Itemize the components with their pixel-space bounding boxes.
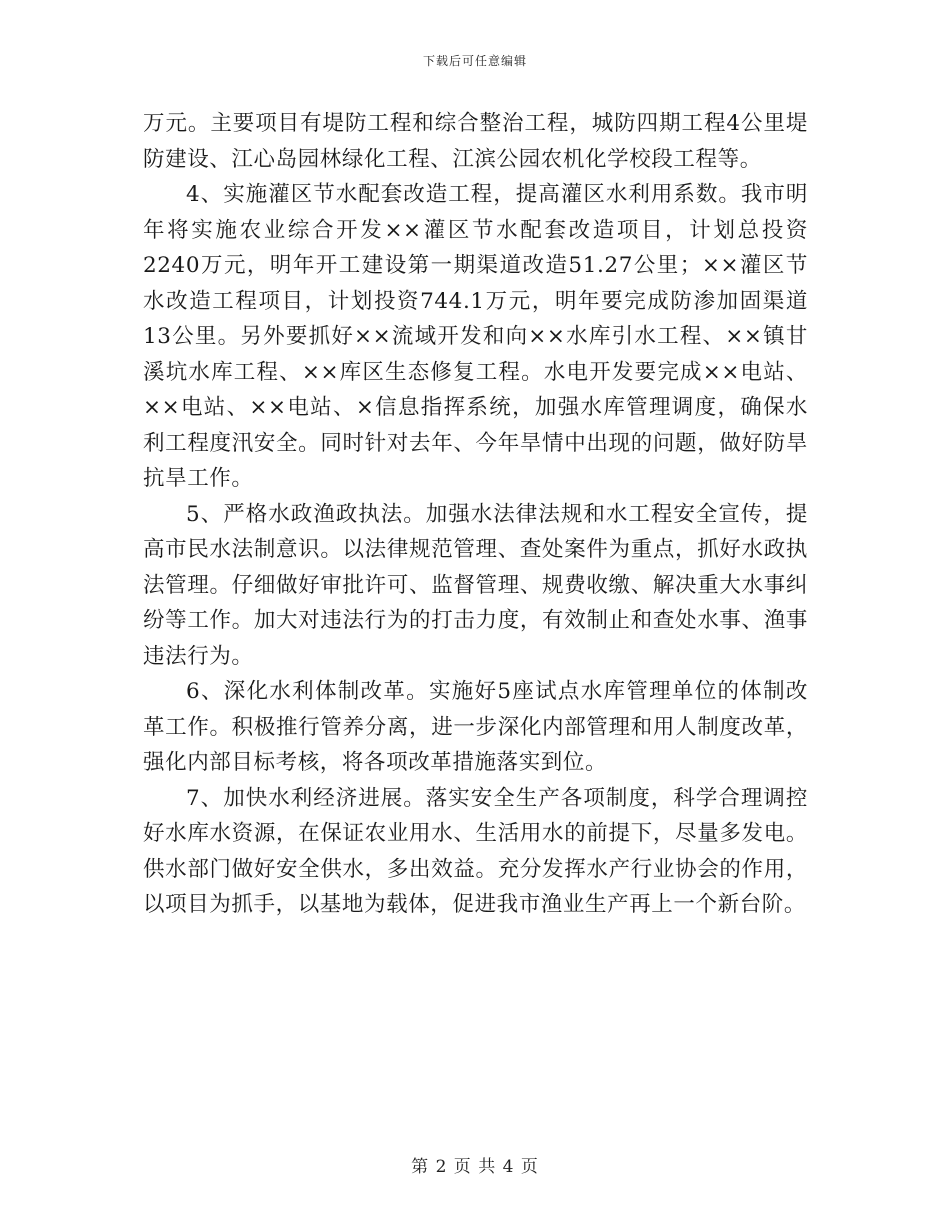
page-header: 下载后可任意编辑 — [422, 54, 527, 68]
paragraph-item-6: 6、深化水利体制改革。实施好5座试点水库管理单位的体制改革工作。积极推行管养分离，进一步深化内部管理和用人制度改革，强化内部目标考核，将各项改革措施落实到位。 — [143, 679, 808, 775]
page-number-footer: 第 2 页 共 4 页 — [411, 1157, 539, 1177]
paragraph-item-4: 4、实施灌区节水配套改造工程，提高灌区水利用系数。我市明年将实施农业综合开发××灌区节水配套改造项目，计划总投资2240万元，明年开工建设第一期渠道改造51.27公里；××灌区节水改造工程项目，计划投资744.1万元，明年要完成防渗加固渠道13公里。另外要抓好××流域开发和向××水库引水工程、××镇甘溪坑水库工程、××库区生态修复工程。水电开发要完成××电站、××电站、××电站、×信息指挥系统，加强水库管理调度，确保水利工程度汛安全。同时针对去年、今年旱情中出现的问题，做好防旱抗旱工作。 — [143, 182, 808, 491]
document-body — [143, 106, 808, 923]
paragraph-item-7: 7、加快水利经济进展。落实安全生产各项制度，科学合理调控好水库水资源，在保证农业用水、生活用水的前提下，尽量多发电。供水部门做好安全供水，多出效益。充分发挥水产行业协会的作用，以项目为抓手，以基地为载体，促进我市渔业生产再上一个新台阶。 — [143, 785, 808, 917]
paragraph-item-5: 5、严格水政渔政执法。加强水法律法规和水工程安全宣传，提高市民水法制意识。以法律规范管理、查处案件为重点，抓好水政执法管理。仔细做好审批许可、监督管理、规费收缴、解决重大水事纠纷等工作。加大对违法行为的打击力度，有效制止和查处水事、渔事违法行为。 — [143, 501, 808, 669]
paragraph-continued: 万元。主要项目有堤防工程和综合整治工程，城防四期工程4公里堤防建设、江心岛园林绿化工程、江滨公园农机化学校段工程等。 — [143, 111, 808, 172]
